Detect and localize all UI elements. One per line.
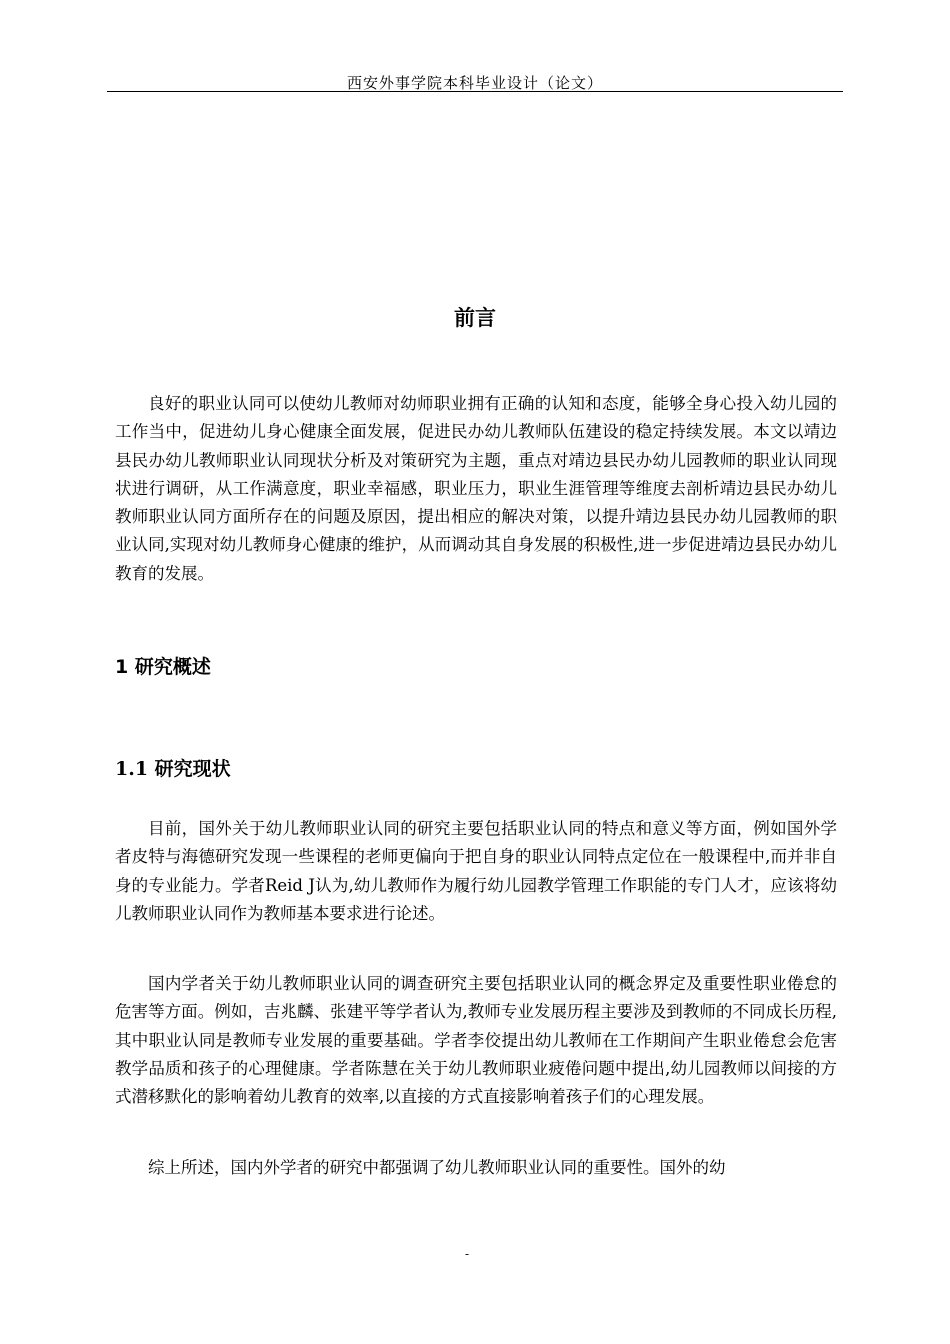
body-paragraph-2: 国内学者关于幼儿教师职业认同的调查研究主要包括职业认同的概念界定及重要性职业倦怠的危害等方面。例如，吉兆麟、张建平等学者认为,教师专业发展历程主要涉及到教师的不同成长历程,其中职业认同是教师专业发展的重要基础。学者李佼提出幼儿教师在工作期间产生职业倦怠会危害教学品质和孩子的心理健康。学者陈慧在关于幼儿教师职业疲倦问题中提出,幼儿园教师以间接的方式潜移默化的影响着幼儿教育的效率,以直接的方式直接影响着孩子们的心理发展。	[115, 974, 837, 1107]
body-paragraph-1: 目前，国外关于幼儿教师职业认同的研究主要包括职业认同的特点和意义等方面，例如国外学者皮特与海德研究发现一些课程的老师更偏向于把自身的职业认同特点定位在一般课程中,而并非自身的专业能力。学者Reid J认为,幼儿教师作为履行幼儿园教学管理工作职能的专门人才，应该将幼儿教师职业认同作为教师基本要求进行论述。	[115, 819, 837, 923]
page-number-mark: -	[465, 1247, 470, 1261]
section-heading-1: 1 研究概述	[115, 656, 211, 678]
header-rule	[107, 91, 843, 92]
page-title: 前言	[454, 306, 496, 330]
body-paragraph-3: 综上所述，国内外学者的研究中都强调了幼儿教师职业认同的重要性。国外的幼	[148, 1158, 726, 1177]
preface-paragraph: 良好的职业认同可以使幼儿教师对幼师职业拥有正确的认知和态度，能够全身心投入幼儿园的工作当中，促进幼儿身心健康全面发展，促进民办幼儿教师队伍建设的稳定持续发展。本文以靖边县民办幼儿教师职业认同现状分析及对策研究为主题，重点对靖边县民办幼儿园教师的职业认同现状进行调研，从工作满意度，职业幸福感，职业压力，职业生涯管理等维度去剖析靖边县民办幼儿教师职业认同方面所存在的问题及原因，提出相应的解决对策，以提升靖边县民办幼儿园教师的职业认同,实现对幼儿教师身心健康的维护，从而调动其自身发展的积极性,进一步促进靖边县民办幼儿教育的发展。	[115, 394, 837, 583]
page-header: 西安外事学院本科毕业设计（论文）	[346, 74, 603, 92]
section-heading-1-1: 1.1 研究现状	[115, 758, 231, 780]
